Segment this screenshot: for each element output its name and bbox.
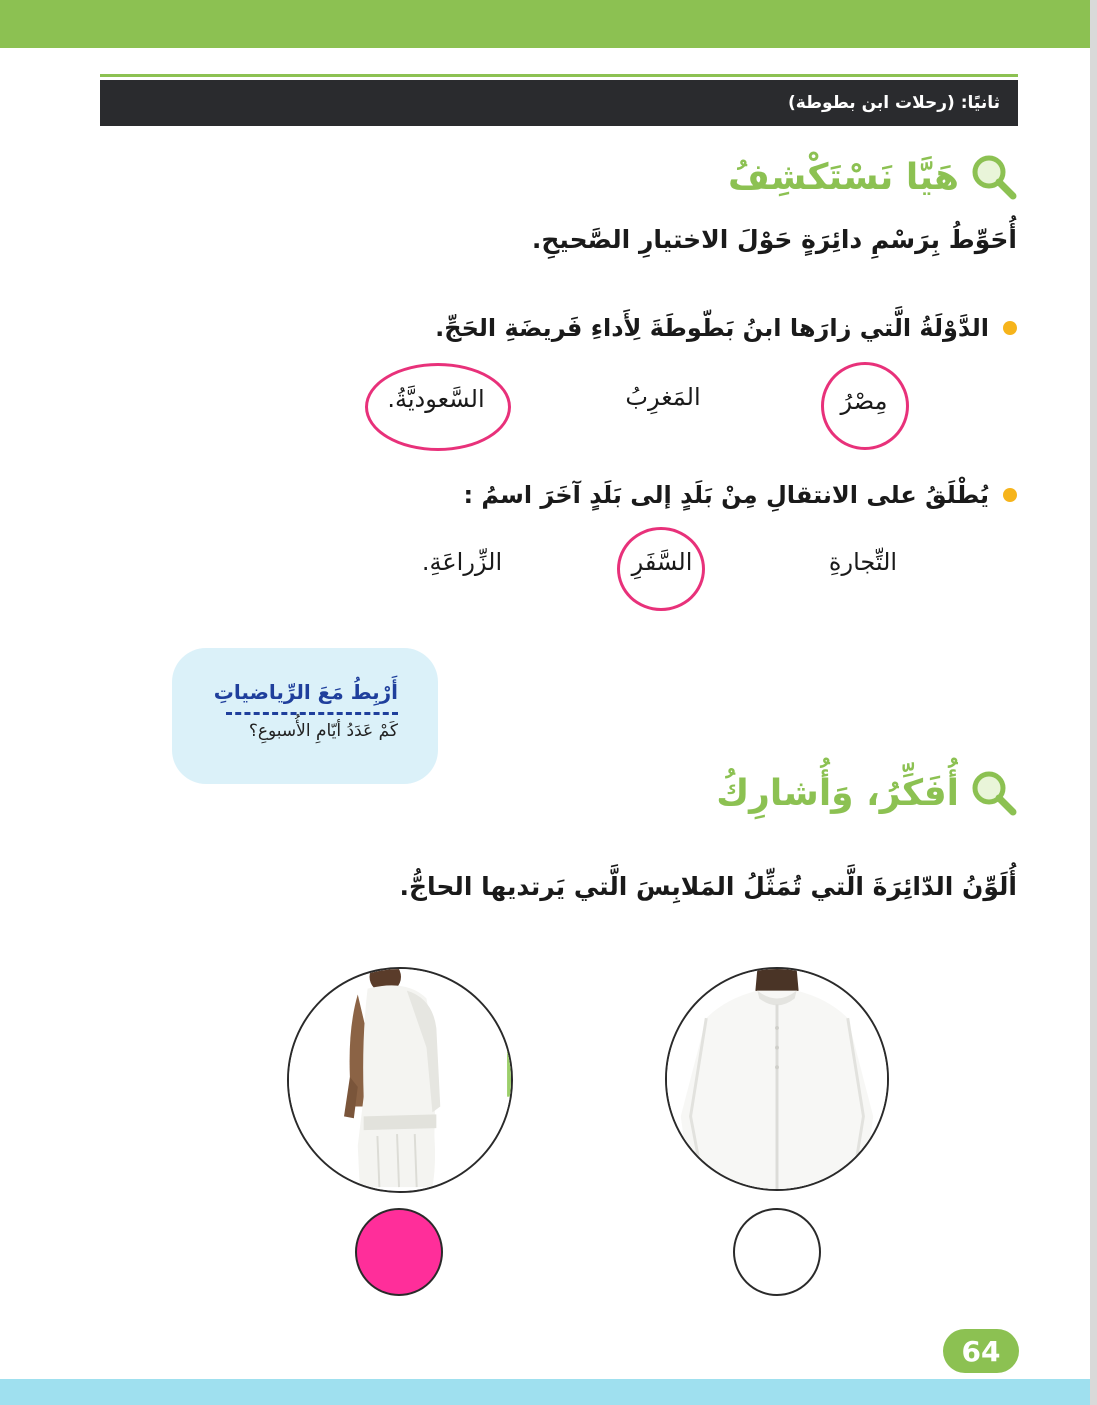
header-rule [100,74,1018,77]
page-number-badge [943,1329,1019,1373]
question-2 [463,481,1017,509]
dashed-divider [226,712,398,715]
question-1 [435,314,1017,342]
think-instruction: أُلَوِّنُ الدّائِرَةَ الَّتي تُمَثِّلُ المَلابِسَ الَّتي يَرتديها الحاجُّ. [399,872,1017,901]
think-heading [716,763,1019,823]
magnifier-icon [969,152,1019,202]
magnifier-icon [969,768,1019,818]
q1-option-saudi[interactable]: السَّعوديَّةُ. [387,385,485,413]
page-edge [1090,0,1097,1405]
q2-option-trade[interactable]: التِّجارةِ [828,548,898,576]
ihram-garment-icon [289,969,511,1191]
bullet-icon [1003,321,1017,335]
thobe-answer-circle[interactable] [733,1208,821,1296]
question-1-text: الدَّوْلَةُ الَّتي زارَها ابنُ بَطّوطَةَ لِأَداءِ فَريضَةِ الحَجِّ. [435,314,989,342]
thobe-garment-image [665,967,889,1191]
section-title: ثانيًا: (رحلات ابن بطوطة) [787,93,1000,113]
math-link-title: أَرْبِطُ مَعَ الرِّياضياتِ [213,680,398,704]
top-color-band [0,0,1090,48]
q1-option-morocco[interactable]: المَغرِبُ [625,383,701,411]
bullet-icon [1003,488,1017,502]
think-heading-text: أُفَكِّرُ، وَأُشارِكُ [716,772,959,814]
bottom-color-band [0,1379,1090,1405]
question-2-text: يُطْلَقُ على الانتقالِ مِنْ بَلَدٍ إلى بَلَدٍ آخَرَ اسمُ : [463,481,989,509]
q1-option-egypt[interactable]: مِصْرُ [840,387,888,415]
page-number: 64 [961,1334,1001,1368]
section-title-bar [100,80,1018,126]
math-link-box [172,648,438,784]
explore-heading [728,147,1019,207]
q2-option-agriculture[interactable]: الزِّراعَةِ. [421,548,503,576]
q2-option-travel[interactable]: السَّفَرِ [631,548,693,576]
explore-heading-text: هَيَّا نَسْتَكْشِفُ [728,156,959,198]
thobe-garment-icon [667,969,887,1189]
explore-instruction: أُحَوِّطُ بِرَسْمِ دائِرَةٍ حَوْلَ الاختيارِ الصَّحيحِ. [531,225,1017,254]
ihram-garment-image [287,967,513,1193]
math-link-question: كَمْ عَدَدُ أيّامِ الأُسبوعِ؟ [248,721,398,741]
ihram-answer-circle[interactable] [355,1208,443,1296]
